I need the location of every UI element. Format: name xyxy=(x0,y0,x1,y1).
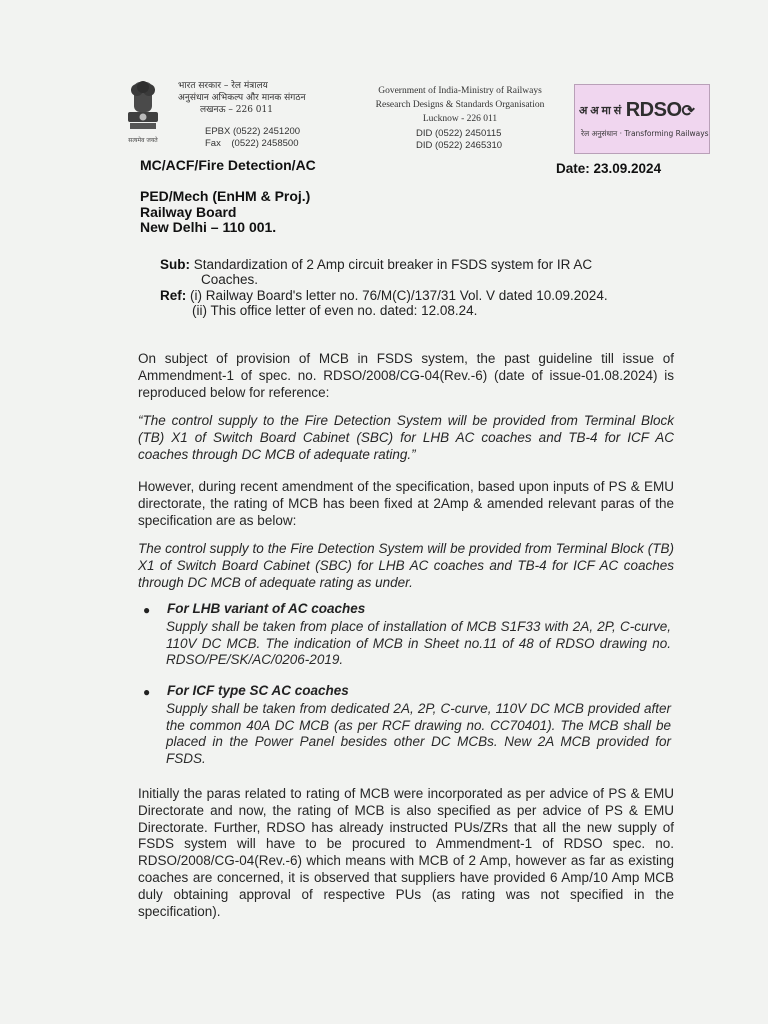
hindi-line: लखनऊ – 226 011 xyxy=(200,105,273,115)
state-emblem-icon xyxy=(120,78,166,148)
org-line: Government of India-Ministry of Railways xyxy=(378,86,542,96)
did-number: DID (0522) 2450115 xyxy=(416,128,502,139)
logo-text: अ अ मा सं RDSO⟳ xyxy=(579,99,695,121)
org-line: Lucknow - 226 011 xyxy=(422,114,498,124)
bullet-title: For ICF type SC AC coaches xyxy=(167,683,349,698)
did-number: DID (0522) 2465310 xyxy=(416,140,503,151)
reference-number: MC/ACF/Fire Detection/AC xyxy=(140,157,316,173)
hindi-line: भारत सरकार – रेल मंत्रालय xyxy=(178,81,268,91)
addressee-line: Railway Board xyxy=(140,203,237,220)
org-line: Research Designs & Standards Organisation xyxy=(375,100,545,110)
subject-text-cont: Coaches. xyxy=(201,272,259,287)
addressee-line: PED/Mech (EnHM & Proj.) xyxy=(140,188,311,204)
rdso-logo xyxy=(574,84,710,154)
body-paragraph-3: Initially the paras related to rating of MCB were incorporated as per advice of PS & EMU Directorate and now, the rating of MCB is also specified as per advice of PS & EMU Directorate. Further, RDSO has already instructed PUs/ZRs that all the new supply of FSDS system will have to be procured to Ammendment-1 of RDSO spec. no. RDSO/2008/CG-04(Rev.-6) which means with MCB of 2 Amp, however as far as existing coaches are concerned, it is observed that suppliers have provided 6 Amp/10 Amp MCB duly obtaining approval of respective PUs (as rating was not specified in the specification). xyxy=(138,786,674,919)
body-paragraph-1: On subject of provision of MCB in FSDS system, the past guideline till issue of Ammendment-1 of spec. no. RDSO/2008/CG-04(Rev.-6) (date of issue-01.08.2024) is reproduced below for reference: xyxy=(138,351,674,400)
epbx-number: EPBX (0522) 2451200 xyxy=(205,126,301,137)
addressee-line: New Delhi – 110 001. xyxy=(140,219,277,235)
did-block xyxy=(416,128,502,152)
body-paragraph-2: However, during recent amendment of the specification, based upon inputs of PS & EMU directorate, the rating of MCB has been fixed at 2Amp & amended relevant paras of the specification are as below: xyxy=(138,479,674,528)
logo-tagline: रेल अनुसंधान · Transforming Railways xyxy=(581,129,709,138)
bullet-text: Supply shall be taken from dedicated 2A, 2P, C-curve, 110V DC MCB provided after the common 40A DC MCB (as per RCF drawing no. CC70401). The MCB shall be placed in the Power Panel besides other DC MCBs. New 2A MCB provided for FSDS. xyxy=(166,701,671,766)
hindi-letterhead xyxy=(178,80,306,116)
subject-text: Standardization of 2 Amp circuit breaker in FSDS system for IR AC xyxy=(193,257,593,272)
bullet-icon: ● xyxy=(143,603,151,617)
bullet-text: Supply shall be taken from place of installation of MCB S1F33 with 2A, 2P, C-curve, 110V DC MCB. The indication of MCB in Sheet no.11 of 48 of RDSO drawing no. RDSO/PE/SK/AC/0206-2019. xyxy=(166,619,671,667)
fax-number: Fax (0522) 2458500 xyxy=(205,138,299,149)
subject-label: Sub: xyxy=(160,257,190,272)
phone-block xyxy=(205,126,300,150)
english-letterhead xyxy=(360,84,560,126)
quoted-guideline-2: The control supply to the Fire Detection System will be provided from Terminal Block (TB) X1 of Switch Board Cabinet (SBC) for LHB AC coaches and TB-4 for ICF AC coaches through DC MCB of adequate rating as under. xyxy=(138,541,674,590)
svg-text:सत्यमेव जयते: सत्यमेव जयते xyxy=(128,137,158,144)
bullet-title: For LHB variant of AC coaches xyxy=(167,601,366,616)
letter-date: Date: 23.09.2024 xyxy=(556,161,662,176)
subject-line xyxy=(160,257,660,272)
ref-item-2: (ii) This office letter of even no. dated: 12.08.24. xyxy=(192,303,478,318)
addressee-block xyxy=(140,189,310,236)
quoted-guideline-1: “The control supply to the Fire Detection System will be provided from Terminal Block (TB) X1 of Switch Board Cabinet (SBC) for LHB AC coaches and TB-4 for ICF AC coaches through DC MCB of adequate rating.” xyxy=(138,413,674,462)
ref-item-1: (i) Railway Board's letter no. 76/M(C)/137/31 Vol. V dated 10.09.2024. xyxy=(190,288,608,303)
ref-line xyxy=(160,288,660,303)
ref-label: Ref: xyxy=(160,288,187,303)
subject-block xyxy=(160,257,660,318)
hindi-line: अनुसंधान अभिकल्प और मानक संगठन xyxy=(178,93,306,103)
bullet-icon: ● xyxy=(143,685,151,699)
